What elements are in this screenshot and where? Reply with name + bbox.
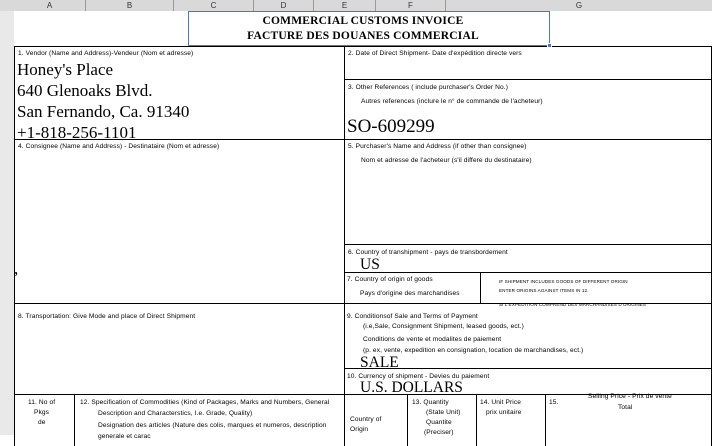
field7-note-3: SI L'EXPEDITION COMPREND DES MARCHANDISES D'ORIGINES [499,302,647,307]
rule [188,11,550,12]
terms-of-payment-value: SALE [360,354,399,371]
rule [545,394,546,446]
field8-label: 8. Transportation: Give Mode and place of Direct Shipment [18,313,196,320]
rule [480,272,481,303]
vendor-address-city: San Fernando, Ca. 91340 [17,102,190,121]
field1-label: 1. Vendor (Name and Address)-Vendeur (Nom et adresse) [18,50,194,57]
field12-label-line3: Designation des articles (Nature des colis, marques et numeros, description [98,422,327,429]
row-header-gutter [0,11,15,435]
country-of-transhipment-value: US [360,256,380,273]
field9-label-line3: Conditions de vente et modalites de paiement [363,336,502,343]
rule [344,394,345,446]
field12-country-label-line2: Origin [350,426,369,433]
column-header-e[interactable]: E [314,0,376,11]
rule [14,46,712,47]
column-header-b[interactable]: B [86,0,174,11]
field14-label-line2: prix unitaire [486,409,522,416]
field7-label-fr: Pays d'origine des marchandises [360,290,460,297]
column-header-d[interactable]: D [254,0,314,11]
vendor-name: Honey's Place [17,60,114,79]
rule [344,272,712,273]
field6-label: 6. Country of transhipment - pays de transbordement [348,249,508,256]
rule [74,394,75,446]
rule [407,394,408,446]
rule [476,394,477,446]
field12-label-line4: generale et carac [98,433,151,440]
vendor-phone: +1-818-256-1101 [17,123,137,142]
field2-label: 2. Date of Direct Shipment- Date d'expédition directe vers [348,50,522,57]
field13-label-line2: (State Unit) [426,409,461,416]
field15-label-selling-price: Selling Price - Prix de vente [588,393,672,400]
field3-label-en: 3. Other References ( include purchaser's Order No.) [348,84,509,91]
rule [344,46,345,394]
field14-label-line1: 14. Unit Price [480,399,521,406]
field15-label-total: Total [618,404,633,411]
field15-label-number: 15. [549,399,559,406]
field13-label-line1: 13. Quantity [412,399,449,406]
field10-label: 10. Currency of shipment - Devies du paiement [347,373,490,380]
rule [344,368,712,369]
field13-label-line4: (Preciser) [424,429,454,436]
document-title-line1: COMMERCIAL CUSTOMS INVOICE [262,15,464,27]
field5-label-en: 5. Purchaser's Name and Address (if other than consignee) [348,143,527,150]
rule [344,244,712,245]
field12-country-label-line1: Country of [350,416,382,423]
rule [344,79,712,80]
column-header-g[interactable]: G [575,1,583,10]
consignee-value: , [14,259,19,278]
field9-label-line2: (i.e,Sale, Consignment Shipment, leased goods, ect.) [363,323,524,330]
column-header-f[interactable]: F [376,0,446,11]
field3-label-fr: Autres references (inclure le n° de commande de l'acheteur) [361,98,543,105]
field5-label-fr: Nom et adresse de l'acheteur (s'il differe du destinataire) [361,157,532,164]
field11-label-line1: 11. No of [28,399,56,406]
field4-label: 4. Consignee (Name and Address) - Destinataire (Nom et adresse) [18,143,220,150]
column-header-a[interactable]: A [14,0,86,11]
field11-label-line2: Pkgs [34,409,50,416]
field7-note-1: IF SHIPMENT INCLUDES GOODS OF DIFFERENT ORIGIN [499,279,628,284]
field9-label-line1: 9. Conditionsof Sale and Terms of Payment [347,313,478,320]
invoice-document [14,11,712,440]
vendor-address-street: 640 Glenoaks Blvd. [17,81,153,100]
column-header-c[interactable]: C [174,0,254,11]
order-number-value: SO-609299 [347,116,435,137]
field12-label-line2: Description and Characterstics, I.e. Grade, Quality) [98,410,253,417]
document-title-line2: FACTURE DES DOUANES COMMERCIAL [247,30,479,42]
field12-label-line1: 12. Specification of Commodities (Kind of Packages, Marks and Numbers, General [80,399,330,406]
cell-selection-handle[interactable] [547,43,552,48]
field7-note-2: ENTER ORIGINS AGAINST ITEMS IN 12. [499,288,589,293]
field9-label-line4: (p. ex, vente, expedition en consignation, location de marchandises, ect.) [363,347,584,354]
currency-value: U.S. DOLLARS [360,379,463,396]
rule [14,46,15,446]
field7-label-en: 7. Country of origin of goods [347,276,433,283]
field11-label-line3: de [38,419,46,426]
field13-label-line3: Quantite [426,419,452,426]
